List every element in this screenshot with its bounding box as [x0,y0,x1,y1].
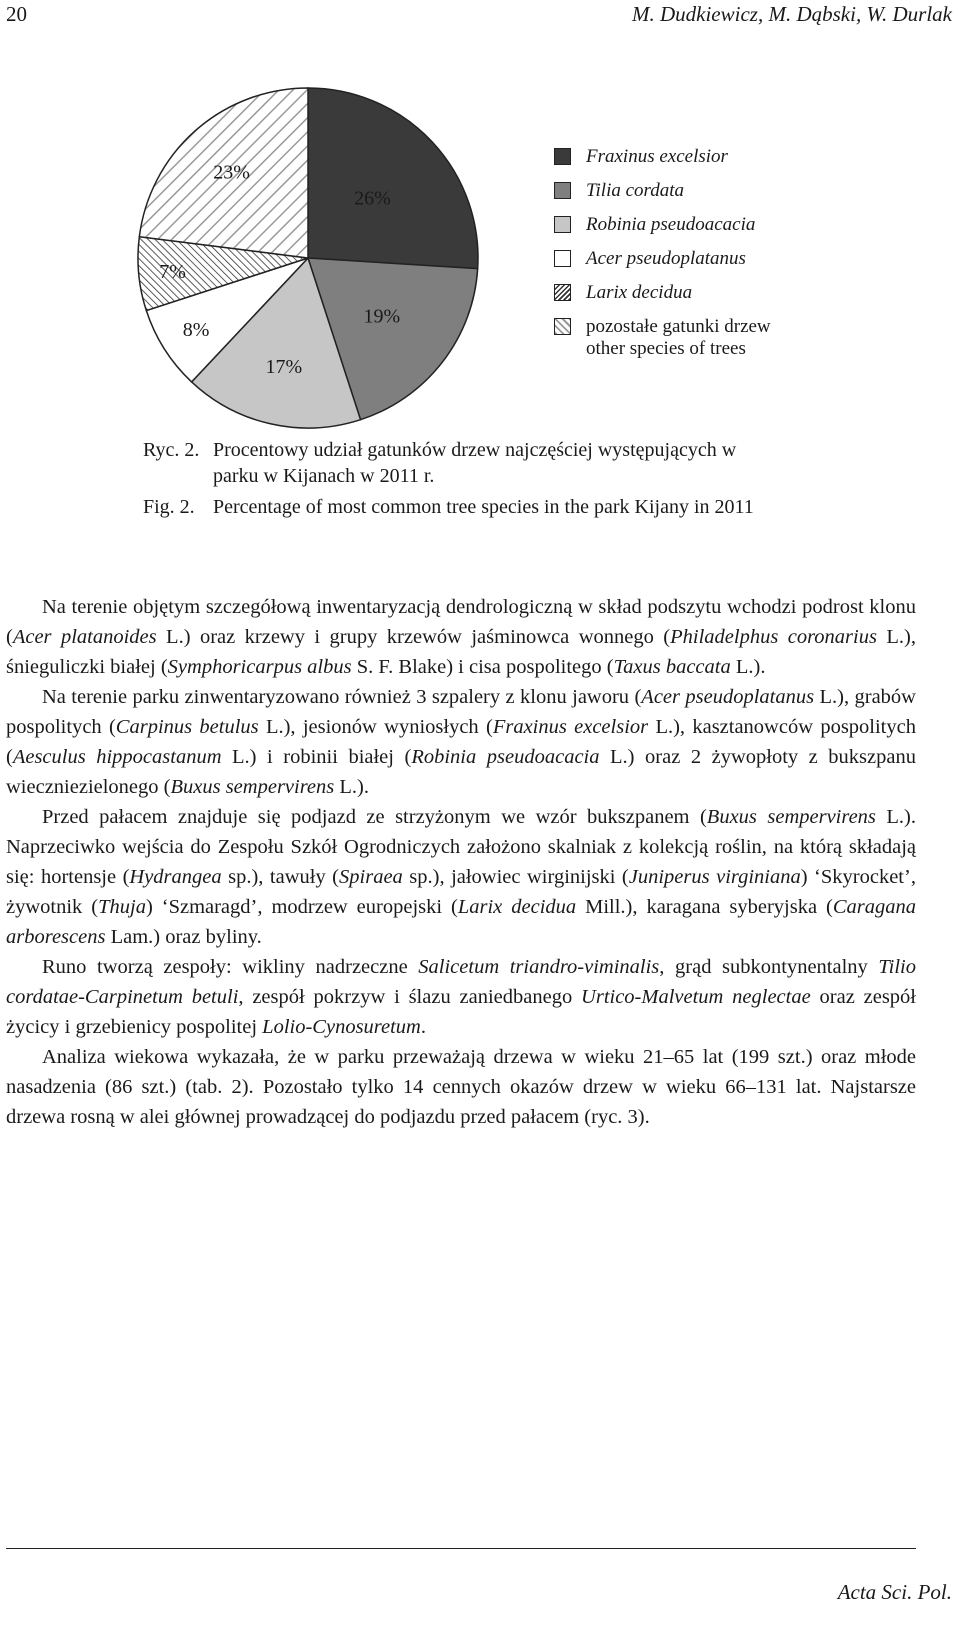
paragraph-5 [6,1042,916,1132]
figure-caption-pl [143,437,783,489]
pie-slice-label: 7% [159,260,186,283]
latin-name: Buxus sempervirens [170,776,335,798]
latin-name: Philadelphus coronarius [670,626,877,648]
legend-swatch [554,182,571,199]
legend-swatch [554,148,571,165]
text-run: Na terenie parku zinwentaryzowano również 3 szpalery z klonu jaworu ( [42,686,642,708]
text-run: Na terenie objętym szczegółową inwentaryzacją dendrologiczną w skład podszytu wchodzi podrost klonu ( [6,596,916,648]
paragraph-4 [6,952,916,1042]
latin-name: Tilio cordatae-Carpinetum betuli [6,956,916,1008]
text-run: L.) i robinii białej ( [221,746,412,768]
latin-name: Carpinus betulus [115,716,259,738]
latin-name: Thuja [98,896,146,918]
legend-swatch [554,284,571,301]
pie-slice-label: 17% [265,355,303,378]
caption-text-pl: Procentowy udział gatunków drzew najczęściej występujących w parku w Kijanach w 2011 r. [213,439,737,487]
caption-text-en: Percentage of most common tree species in the park Kijany in 2011 [213,496,754,518]
pie-slice-label: 8% [182,319,210,342]
text-run: L.). [334,776,369,798]
text-run: sp.), tawuły ( [221,866,340,888]
latin-name: Fraxinus excelsior [492,716,649,738]
latin-name: Urtico-Malvetum neglectae [581,986,811,1008]
pie-chart [0,0,960,470]
text-run: , zespół pokrzyw i ślazu zaniedbanego [238,986,582,1008]
text-run: Mill.), karagana syberyjska ( [576,896,833,918]
page-number: 20 [6,2,27,26]
latin-name: Symphoricarpus albus [167,656,352,678]
text-run: Przed pałacem znajduje się podjazd ze strzyżonym we wzór bukszpanem ( [42,806,707,828]
legend-label: Acer pseudoplatanus [586,248,746,269]
text-run: L.), śnieguliczki białej ( [6,626,916,678]
footer-rule [6,1548,916,1549]
paragraph-1 [6,592,916,682]
paragraph-3 [6,802,916,952]
paragraph-2 [6,682,916,802]
caption-label-en: Fig. 2. [143,496,195,518]
latin-name: Aesculus hippocastanum [12,746,222,768]
text-run: sp.), jałowiec wirginijski ( [402,866,629,888]
legend-item [554,140,771,174]
text-run: ) ‘Szmaragd’, modrzew europejski ( [145,896,458,918]
latin-name: Taxus baccata [613,656,731,678]
legend-swatch [554,250,571,267]
pie-slice-label: 19% [363,305,401,328]
pie-slice-label: 26% [354,187,391,210]
body-text [6,592,916,1132]
latin-name: Hydrangea [129,866,222,888]
latin-name: Robinia pseudoacacia [411,746,600,768]
legend-label: Robinia pseudoacacia [586,214,756,235]
latin-name: Salicetum triandro-viminalis [418,956,660,978]
text-run: L.). [730,656,766,678]
figure [0,0,960,470]
text-run: ) ‘Skyrocket’, żywotnik ( [6,866,916,918]
latin-name: Acer pseudoplatanus [641,686,815,708]
latin-name: Spiraea [339,866,403,888]
text-run: L.), grabów pospolitych ( [6,686,916,738]
legend-label: Larix decidua [586,282,693,303]
text-run: L.), jesionów wyniosłych ( [258,716,493,738]
legend-swatch [554,216,571,233]
legend-label: Fraxinus excelsior [586,146,728,167]
text-run: L.) oraz krzewy i grupy krzewów jaśminowca wonnego ( [156,626,671,648]
legend-item [554,242,771,276]
text-run: , grąd subkontynentalny [659,956,879,978]
latin-name: Juniperus virginiana [628,866,801,888]
legend-label: pozostałe gatunki drzew [586,316,771,337]
latin-name: Buxus sempervirens [706,806,876,828]
legend-item [554,310,771,360]
legend-item [554,174,771,208]
latin-name: Acer platanoides [12,626,157,648]
legend-item [554,276,771,310]
text-run: Lam.) oraz byliny. [105,926,262,948]
latin-name: Caragana arborescens [6,896,916,948]
text-run: . [420,1016,426,1038]
text-run: oraz zespół życicy i grzebienicy pospolitej [6,986,916,1038]
text-run: L.) oraz 2 żywopłoty z bukszpanu wieczniezielonego ( [6,746,916,798]
latin-name: Lolio-Cynosuretum [262,1016,421,1038]
legend-label-en: other species of trees [586,338,746,359]
chart-legend [554,140,771,360]
legend-label: Tilia cordata [586,180,685,201]
text-run: Analiza wiekowa wykazała, że w parku przeważają drzewa w wieku 21–65 lat (199 szt.) oraz młode nasadzenia (86 szt.) (tab. 2). Pozostało tylko 14 cennych okazów drzew w wieku 66–131 lat. Najstarsze drzewa rosną w alei głównej prowadzącej do podjazdu przed pałacem (ryc. 3). [6,1046,916,1128]
text-run: S. F. Blake) i cisa pospolitego ( [351,656,614,678]
legend-item [554,208,771,242]
latin-name: Larix decidua [457,896,577,918]
legend-swatch [554,318,571,335]
text-run: L.), kasztanowców pospolitych ( [6,716,916,768]
caption-label-pl: Ryc. 2. [143,439,200,461]
journal-name: Acta Sci. Pol. [837,1580,952,1604]
text-run: L.). Naprzeciwko wejścia do Zespołu Szkół Ogrodniczych założono skalniak z kolekcją roślin, na którą składają się: hortensje ( [6,806,916,888]
text-run: Runo tworzą zespoły: wikliny nadrzeczne [42,956,419,978]
pie-slice [308,88,478,269]
running-head-authors: M. Dudkiewicz, M. Dąbski, W. Durlak [631,2,952,26]
figure-caption-en [143,494,783,520]
pie-slice-label: 23% [213,161,250,184]
